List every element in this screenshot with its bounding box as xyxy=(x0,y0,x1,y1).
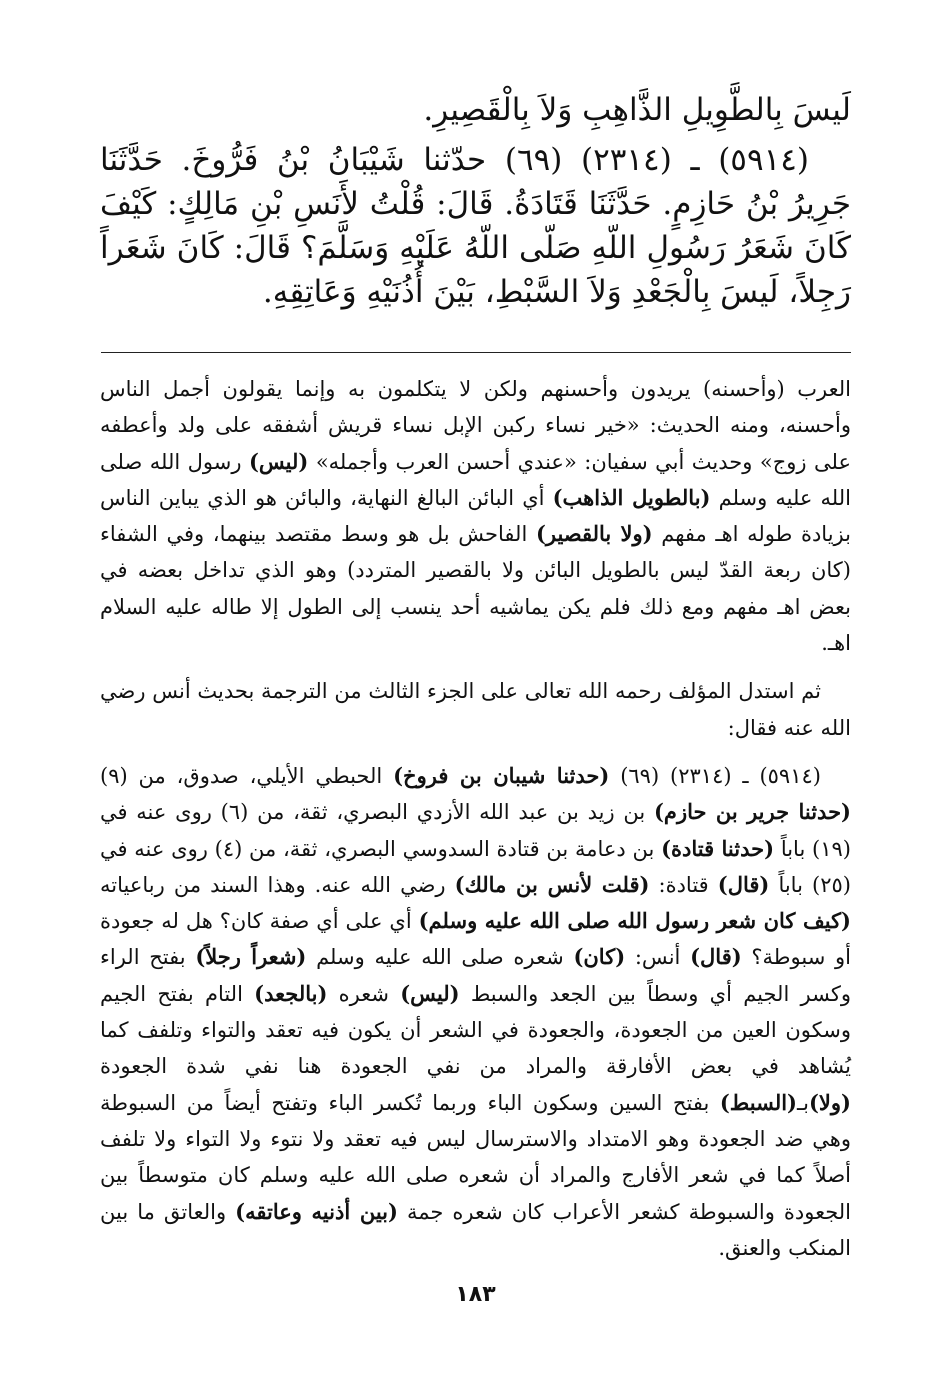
commentary-block xyxy=(100,371,851,1266)
hadith-5914: (٥٩١٤) ـ (٢٣١٤) (٦٩) حدّثنا شَيْبَانُ بْنُ فَرُّوخَ. حَدَّثَنَا جَرِيرُ بْنُ حَازِمٍ. حَدَّثَنَا قَتَادَةُ. قَالَ: قُلْتُ لأَنَسِ بْنِ مَالِكٍ: كَيْفَ كَانَ شَعَرُ رَسُولِ اللّهِ صَلّى اللّهُ عَلَيْهِ وَسَلَّمَ؟ قَالَ: كَانَ شَعَراً رَجِلاً، لَيسَ بِالْجَعْدِ وَلاَ السَّبْطِ، بَيْنَ أُذُنَيْهِ وَعَاتِقِهِ. xyxy=(100,142,851,310)
hadith-continuation: لَيسَ بِالطَّوِيلِ الذَّاهِبِ وَلاَ بِالْقَصِيرِ. xyxy=(423,92,851,128)
commentary-paragraph-1: العرب (وأحسنه) يريدون وأحسنهم ولكن لا يتكلمون به وإنما يقولون أجمل الناس وأحسنه، ومنه الحديث: «خير نساء ركبن الإبل نساء قريش أشفقه على ولد وأعطفه على زوج» وحديث أبي سفيان: «عندي أحسن العرب وأجمله» (ليس) رسول الله صلى الله عليه وسلم (بالطويل الذاهب) أي البائن البالغ النهاية، والبائن هو الذي يباين الناس بزيادة طوله اهـ مفهم (ولا بالقصير) الفاحش بل هو وسط مقتصد بينهما، وفي الشفاء (كان ربعة القدّ ليس بالطويل البائن ولا بالقصير المتردد) وهو الذي تداخل بعضه في بعض اهـ مفهم ومع ذلك فلم يكن يماشيه أحد ينسب إلى الطول إلا طاله عليه السلام اهـ. xyxy=(100,377,851,656)
footnote-divider xyxy=(101,352,851,353)
commentary-paragraph-2: ثم استدل المؤلف رحمه الله تعالى على الجزء الثالث من الترجمة بحديث أنس رضي الله عنه فقال: xyxy=(100,679,851,740)
page-number: ١٨٣ xyxy=(455,1282,496,1307)
commentary-paragraph-3: (٥٩١٤) ـ (٢٣١٤) (٦٩) (حدثنا شيبان بن فروخ) الحبطي الأيلي، صدوق، من (٩) (حدثنا جرير بن حازم) بن زيد بن عبد الله الأزدي البصري، ثقة، من (٦) روى عنه في (١٩) باباً (حدثنا قتادة) بن دعامة بن قتادة السدوسي البصري، ثقة، من (٤) روى عنه في (٢٥) باباً (قال) قتادة: (قلت لأنس بن مالك) رضي الله عنه. وهذا السند من رباعياته (كيف كان شعر رسول الله صلى الله عليه وسلم) أي على أي صفة كان؟ هل له جعودة أو سبوطة؟ (قال) أنس: (كان) شعره صلى الله عليه وسلم (شعراً رجلاً) بفتح الراء وكسر الجيم أي وسطاً بين الجعد والسبط (ليس) شعره (بالجعد) التام بفتح الجيم وسكون العين من الجعودة، والجعودة في الشعر أن يكون فيه تعقد والتواء وتلفف كما يُشاهد في بعض الأفارقة والمراد من نفي الجعودة هنا نفي شدة الجعودة (ولا)بـ(السبط) بفتح السين وسكون الباء وربما تُكسر الباء وتفتح أيضاً من السبوطة وهي ضد الجعودة وهو الامتداد والاسترسال ليس فيه تعقد ولا نتوء ولا التواء ولا تلفف أصلاً كما في شعر الأفارج والمراد أن شعره صلى الله عليه وسلم كان متوسطاً بين الجعودة والسبوطة كشعر الأعراب كان شعره جمة (بين أذنيه وعاتقه) والعاتق ما بين المنكب والعنق. xyxy=(100,762,851,1260)
hadith-text-block xyxy=(100,88,851,314)
